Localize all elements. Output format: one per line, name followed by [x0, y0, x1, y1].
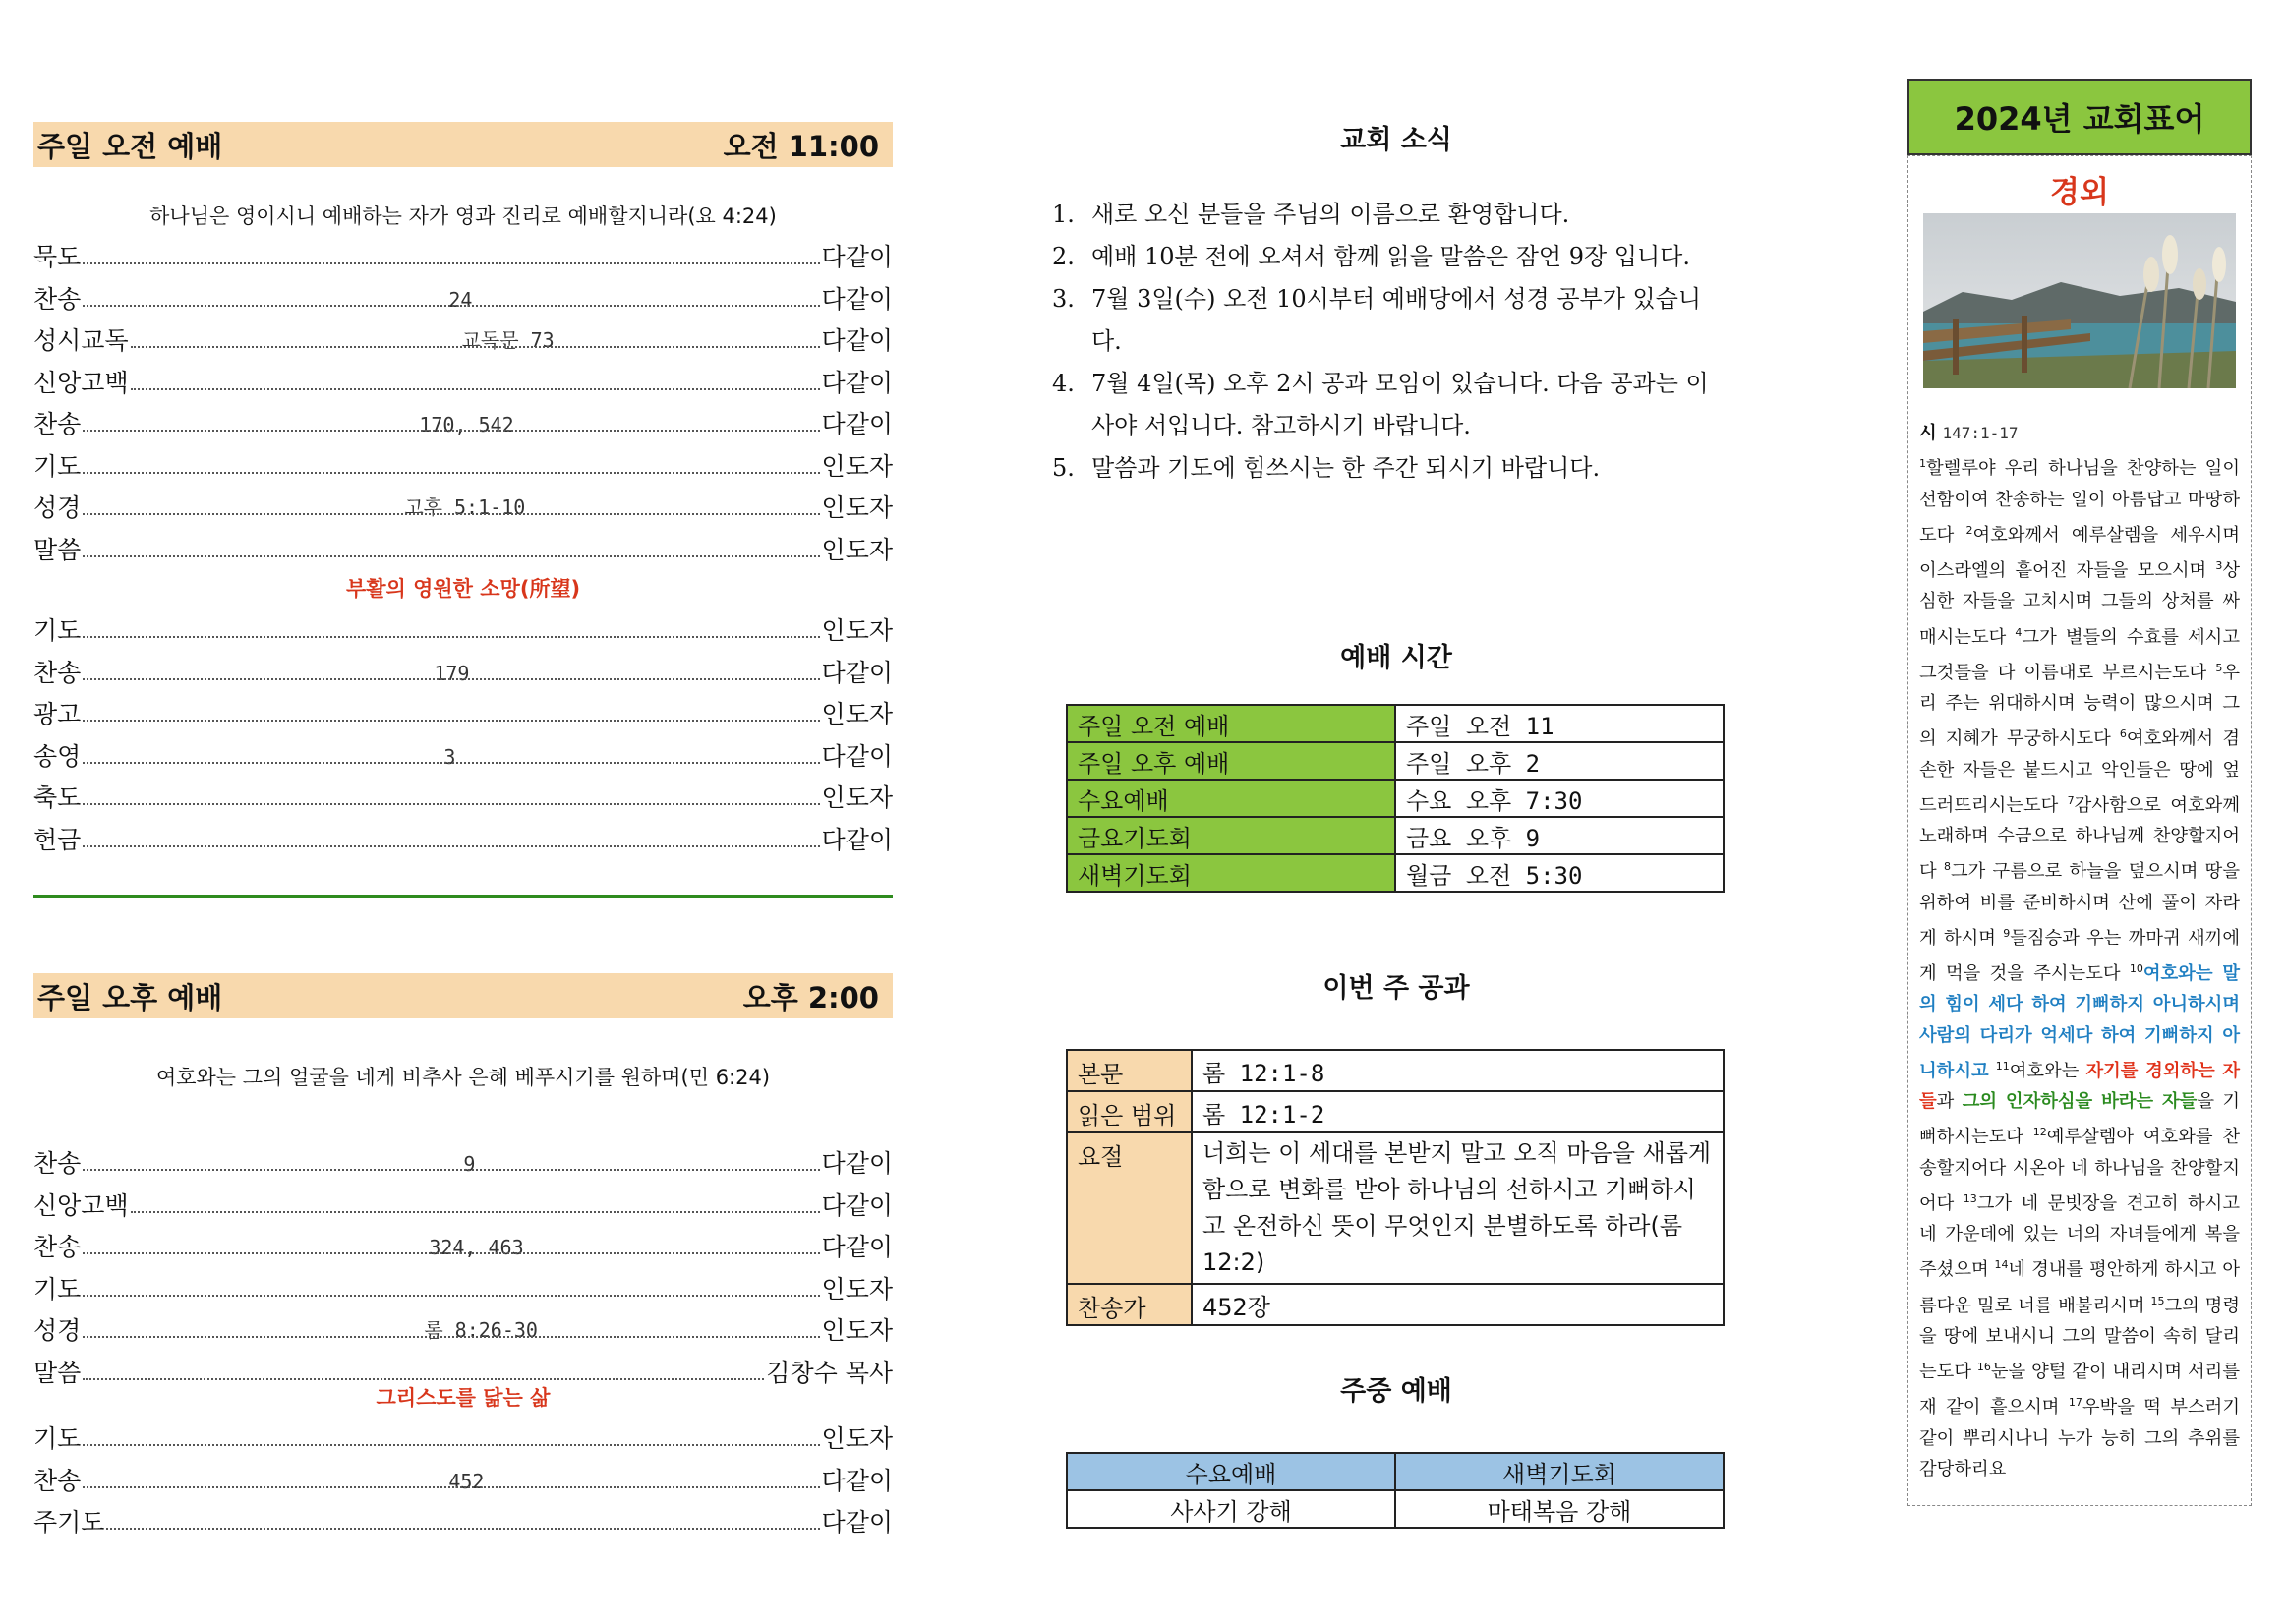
morning-service-header — [33, 122, 893, 167]
order-item-leader: 다같이 — [821, 284, 893, 314]
order-item-detail: 452 — [448, 1469, 485, 1493]
order-item-leader: 다같이 — [821, 1466, 893, 1495]
order-item-leader: 다같이 — [821, 1233, 893, 1261]
order-item-label: 기도 — [33, 451, 82, 481]
order-row — [33, 691, 893, 730]
motto-title-box — [1907, 79, 2252, 155]
morning-service-time: 오전 11:00 — [723, 129, 879, 163]
order-row — [33, 1266, 893, 1305]
order-item-leader: 인도자 — [821, 535, 893, 564]
order-item-leader: 김창수 목사 — [766, 1358, 893, 1387]
order-row — [33, 1307, 893, 1347]
psalm-passage: 시 147:1-17 $^1$할렐루야 우리 하나님을 찬양하는 일이 선함이여 찬송하는 일이 아름답고 마땅하도다 $^2$여호와께서 예루살렘을 세우시며 이스라엘의 흩어진 자들을 모으시며 $^3$상심한 자들을 고치시며 그들의 상처를 싸매시는도다 $^4$그가 별들의 수효를 세시고 그것들을 다 이름대로 부르시는도다 $^5$우리 주는 위대하시며 능력이 많으시며 그의 지혜가 무궁하시도다 $^6$여호와께서 겸손한 자들은 붙드시고 악인들은 땅에 엎드러뜨리시는도다 $^7$감사함으로 여호와께 노래하며 수금으로 하나님께 찬양할지어다 $^8$그가 구름으로 하늘을 덮으시며 땅을 위하여 비를 준비하시며 산에 풀이 자라게 하시며 $^9$들짐승과 우는 까마귀 새끼에게 먹을 것을 주시는도다 $^{10}$여호와는 말의 힘이 세다 하여 기뻐하지 아니하시며 사람의 다리가 억세다 하여 기뻐하지 아니하시고 $^{11}$여호와는 자기를 경외하는 자들과 그의 인자하심을 바라는 자들을 기뻐하시는도다 $^{12}$예루살렘아 여호와를 찬송할지어다 시온아 네 하나님을 찬양할지어다 $^{13}$그가 네 문빗장을 견고히 하시고 네 가운데에 있는 너의 자녀들에게 복을 주셨으며 $^{14}$네 경내를 평안하게 하시고 아름다운 밀로 너를 배불리시며 $^{15}$그의 명령을 땅에 보내시니 그의 말씀이 속히 달리는도다 $^{16}$눈을 양털 같이 내리시며 서리를 재 같이 흩으시며 $^{17}$우박을 떡 부스러기 같이 뿌리시나니 누가 능히 그의 추위를 감당하리요 — [1919, 423, 2241, 1479]
order-item-leader: 인도자 — [821, 700, 893, 728]
lesson-row — [1067, 1284, 1724, 1325]
dot-leader — [131, 366, 820, 399]
schedule-row — [1067, 817, 1724, 854]
lesson-title: 이번 주 공과 — [1322, 973, 1470, 1004]
weekday-header-wednesday: 수요예배 — [1067, 1453, 1395, 1490]
afternoon-sermon-title: 그리스도를 닮는 삶 — [376, 1386, 551, 1410]
schedule-service-name: 주일 오전 예배 — [1067, 705, 1395, 742]
order-item-detail: 교독문 73 — [460, 324, 557, 353]
order-row — [33, 401, 893, 440]
order-item-leader: 인도자 — [821, 783, 893, 812]
dot-leader — [83, 491, 819, 524]
lesson-value: 롬 12:1-8 — [1192, 1050, 1724, 1091]
dot-leader — [83, 739, 819, 773]
schedule-service-name: 주일 오후 예배 — [1067, 742, 1395, 780]
order-item-detail: 고후 5:1-10 — [402, 492, 527, 520]
schedule-row — [1067, 854, 1724, 892]
dot-leader — [106, 1505, 819, 1538]
order-item-detail: 179 — [434, 661, 470, 685]
schedule-service-name: 수요예배 — [1067, 780, 1395, 817]
lesson-value: 너희는 이 세대를 본받지 말고 오직 마음을 새롭게 함으로 변화를 받아 하나님의 선하시고 기뻐하시고 온전하신 뜻이 무엇인지 분별하도록 하라(롬 12:2) — [1192, 1132, 1724, 1284]
order-item-detail: 9 — [463, 1152, 476, 1176]
order-item-leader: 다같이 — [821, 1149, 893, 1178]
dot-leader — [83, 1421, 819, 1455]
weekday-value-dawn: 마태복음 강해 — [1395, 1490, 1724, 1528]
motto-title: 2024년 교회표어 — [1954, 100, 2205, 138]
news-item — [1052, 447, 1721, 490]
lesson-row — [1067, 1050, 1724, 1091]
order-row — [33, 1140, 893, 1180]
order-item-leader: 인도자 — [821, 1316, 893, 1345]
schedule-title: 예배 시간 — [1340, 643, 1452, 673]
order-item-leader: 다같이 — [821, 658, 893, 687]
order-item-label: 송영 — [33, 741, 82, 771]
afternoon-service-title: 주일 오후 예배 — [37, 980, 223, 1015]
news-item-number: 4. — [1052, 370, 1075, 397]
order-item-leader: 인도자 — [821, 616, 893, 645]
order-item-label: 찬송 — [33, 1149, 82, 1178]
news-item-number: 1. — [1052, 201, 1075, 228]
schedule-service-name: 새벽기도회 — [1067, 854, 1395, 892]
weekday-header-dawn: 새벽기도회 — [1395, 1453, 1724, 1490]
order-item-leader: 다같이 — [821, 243, 893, 271]
order-item-leader: 다같이 — [821, 1508, 893, 1537]
news-item-number: 5. — [1052, 454, 1075, 482]
order-item-label: 축도 — [33, 783, 82, 812]
lesson-table — [1066, 1049, 1725, 1326]
dot-leader — [83, 533, 819, 566]
schedule-service-time: 주일 오후 2 — [1395, 742, 1724, 780]
news-item-text: 말씀과 기도에 힘쓰시는 한 주간 되시기 바랍니다. — [1091, 454, 1601, 482]
order-row — [33, 485, 893, 524]
order-item-leader: 인도자 — [821, 1424, 893, 1453]
order-item-detail: 롬 8:26-30 — [422, 1314, 540, 1343]
order-row — [33, 650, 893, 689]
dot-leader — [83, 449, 819, 483]
psalm-ref-book: 시 — [1919, 423, 1937, 443]
schedule-row — [1067, 780, 1724, 817]
order-item-leader: 다같이 — [821, 410, 893, 438]
order-row — [33, 443, 893, 483]
order-item-detail: 170, 542 — [419, 413, 514, 436]
order-item-label: 신앙고백 — [33, 368, 129, 397]
order-item-detail: 24 — [448, 287, 473, 312]
dot-leader — [131, 323, 820, 357]
schedule-row — [1067, 742, 1724, 780]
news-item-text: 7월 3일(수) 오전 10시부터 예배당에서 성경 공부가 있습니다. — [1091, 285, 1702, 355]
order-row — [33, 1224, 893, 1263]
order-item-label: 성경 — [33, 493, 82, 522]
order-row — [33, 276, 893, 316]
lesson-label: 찬송가 — [1067, 1284, 1192, 1325]
afternoon-verse: 여호와는 그의 얼굴을 네게 비추사 은혜 베푸시기를 원하며(민 6:24) — [155, 1066, 771, 1089]
schedule-table — [1066, 704, 1725, 893]
dot-leader — [83, 282, 819, 316]
psalm-ref-verse: 147:1-17 — [1942, 424, 2019, 442]
news-title: 교회 소식 — [1340, 125, 1452, 155]
dot-leader — [83, 1464, 819, 1497]
dot-leader — [83, 1272, 819, 1305]
order-row — [33, 318, 893, 357]
morning-service-title: 주일 오전 예배 — [37, 129, 223, 163]
lesson-label: 읽은 범위 — [1067, 1091, 1192, 1132]
order-item-leader: 다같이 — [821, 326, 893, 355]
schedule-service-name: 금요기도회 — [1067, 817, 1395, 854]
dot-leader — [83, 407, 819, 440]
lesson-label: 본문 — [1067, 1050, 1192, 1091]
dot-leader — [83, 781, 819, 814]
order-row — [33, 817, 893, 856]
order-item-leader: 다같이 — [821, 368, 893, 397]
order-item-label: 성경 — [33, 1316, 82, 1345]
dot-leader — [83, 656, 819, 689]
news-item-text: 예배 10분 전에 오셔서 함께 읽을 말씀은 잠언 9장 입니다. — [1091, 243, 1690, 270]
schedule-service-time: 수요 오후 7:30 — [1395, 780, 1724, 817]
dot-leader — [83, 1230, 819, 1263]
order-item-label: 찬송 — [33, 284, 82, 314]
afternoon-service-header — [33, 973, 893, 1018]
order-row — [33, 1499, 893, 1538]
lesson-row — [1067, 1132, 1724, 1284]
order-row — [33, 1183, 893, 1222]
order-item-leader: 다같이 — [821, 825, 893, 854]
order-row — [33, 608, 893, 647]
news-item-number: 3. — [1052, 285, 1075, 313]
news-item — [1052, 236, 1721, 278]
order-item-label: 찬송 — [33, 410, 82, 438]
order-row — [33, 733, 893, 773]
schedule-service-time: 금요 오후 9 — [1395, 817, 1724, 854]
news-item-text: 새로 오신 분들을 주님의 이름으로 환영합니다. — [1091, 201, 1570, 228]
order-item-detail: 3 — [443, 744, 456, 769]
order-item-leader: 다같이 — [821, 1190, 893, 1220]
order-item-label: 헌금 — [33, 825, 82, 854]
lesson-value: 롬 12:1-2 — [1192, 1091, 1724, 1132]
dot-leader — [83, 1146, 819, 1180]
dot-leader — [131, 1189, 820, 1222]
weekday-title: 주중 예배 — [1340, 1376, 1452, 1407]
afternoon-service-time: 오후 2:00 — [742, 980, 879, 1015]
schedule-service-time: 월금 오전 5:30 — [1395, 854, 1724, 892]
order-row — [33, 527, 893, 566]
order-item-label: 기도 — [33, 616, 82, 645]
lesson-label: 요절 — [1067, 1132, 1192, 1284]
lesson-row — [1067, 1091, 1724, 1132]
news-item — [1052, 278, 1721, 363]
order-row — [33, 1416, 893, 1455]
lesson-value: 452장 — [1192, 1284, 1724, 1325]
order-item-label: 광고 — [33, 700, 82, 728]
dot-leader — [83, 1313, 819, 1347]
order-item-detail: 324, 463 — [429, 1236, 524, 1259]
dot-leader — [83, 613, 819, 647]
morning-verse: 하나님은 영이시니 예배하는 자가 영과 진리로 예배할지니라(요 4:24) — [149, 204, 777, 228]
schedule-service-time: 주일 오전 11 — [1395, 705, 1724, 742]
order-item-leader: 다같이 — [821, 741, 893, 771]
order-item-label: 찬송 — [33, 1466, 82, 1495]
dot-leader — [83, 240, 819, 273]
order-item-leader: 인도자 — [821, 1274, 893, 1304]
news-item-text: 7월 4일(목) 오후 2시 공과 모임이 있습니다. 다음 공과는 이사야 서입니다. 참고하시기 바랍니다. — [1091, 370, 1709, 439]
order-row — [33, 1458, 893, 1497]
order-item-label: 찬송 — [33, 658, 82, 687]
order-item-label: 말씀 — [33, 535, 82, 564]
section-divider — [33, 895, 893, 898]
order-item-label: 찬송 — [33, 1233, 82, 1261]
news-item — [1052, 194, 1721, 236]
news-item-number: 2. — [1052, 243, 1075, 270]
weekday-table — [1066, 1452, 1725, 1529]
order-item-leader: 인도자 — [821, 451, 893, 481]
motto-word: 경외 — [2050, 175, 2109, 210]
order-item-label: 말씀 — [33, 1358, 82, 1387]
morning-sermon-title: 부활의 영원한 소망(所望) — [345, 577, 581, 601]
order-item-label: 묵도 — [33, 243, 82, 271]
order-item-label: 기도 — [33, 1424, 82, 1453]
news-list — [1052, 194, 1721, 490]
order-item-label: 신앙고백 — [33, 1190, 129, 1220]
dot-leader — [83, 697, 819, 730]
order-item-label: 성시교독 — [33, 326, 129, 355]
order-item-leader: 인도자 — [821, 493, 893, 522]
order-item-label: 주기도 — [33, 1508, 105, 1537]
landscape-photo — [1923, 213, 2236, 388]
order-item-label: 기도 — [33, 1274, 82, 1304]
order-row — [33, 234, 893, 273]
schedule-row — [1067, 705, 1724, 742]
order-row — [33, 360, 893, 399]
order-row — [33, 775, 893, 814]
dot-leader — [83, 823, 819, 856]
news-item — [1052, 363, 1721, 447]
weekday-value-wednesday: 사사기 강해 — [1067, 1490, 1395, 1528]
